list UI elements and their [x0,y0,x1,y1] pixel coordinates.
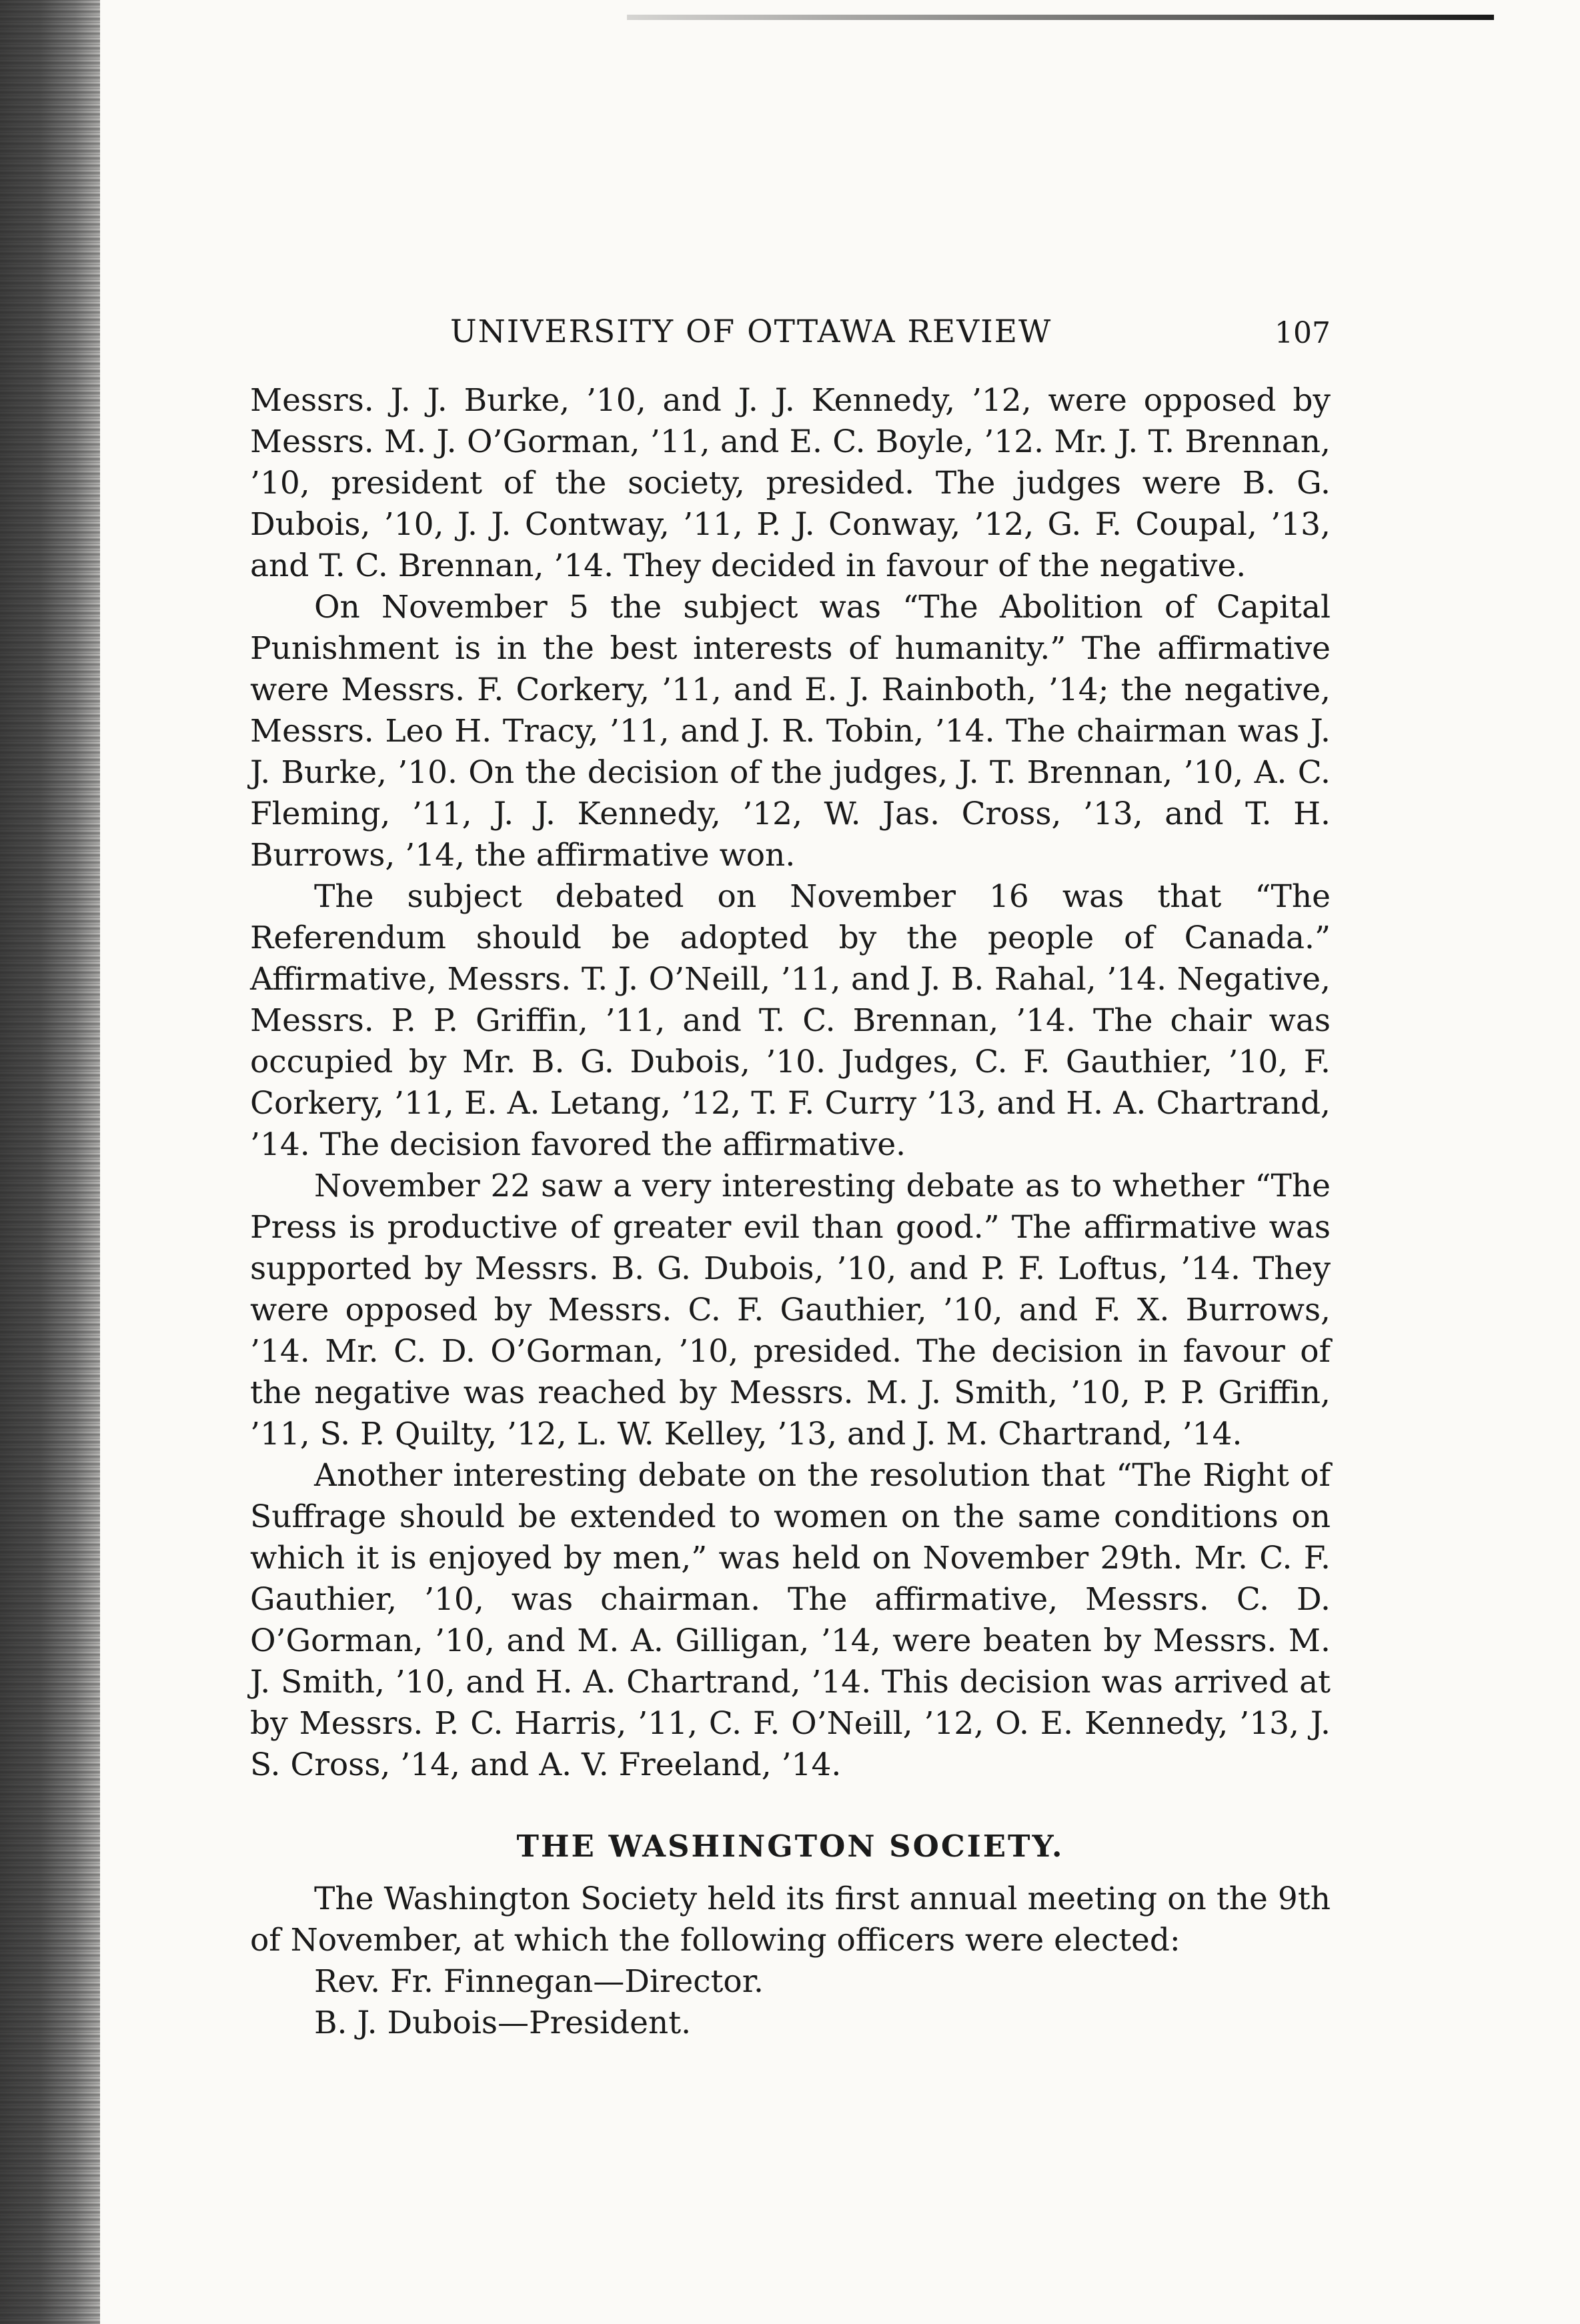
top-rule [627,15,1494,20]
paragraph-nov-16-debate: The subject debated on November 16 was that “The Referendum should be adopted by the people of Canada.” Affirmative, Messrs. T. J. O’Neill, ’11, and J. B. Rahal, ’14. Negative, Messrs. P. P. Griffin, ’11, and T. C. Brennan, ’14. The chair was occupied by Mr. B. G. Dubois, ’10. Judges, C. F. Gauthier, ’10, F. Corkery, ’11, E. A. Letang, ’12, T. F. Curry ’13, and H. A. Chartrand, ’14. The decision favored the affirmative. [250,878,1331,1163]
paragraph-washington-intro: The Washington Society held its first annual meeting on the 9th of November, at which the following officers were elected: [250,1881,1331,1959]
paragraph-nov-5-debate: On November 5 the subject was “The Abolition of Capital Punishment is in the best interests of humanity.” The affirmative were Messrs. F. Corkery, ’11, and E. J. Rainboth, ’14; the negative, Messrs. Leo H. Tracy, ’11, and J. R. Tobin, ’14. The chairman was J. J. Burke, ’10. On the decision of the judges, J. T. Brennan, ’10, A. C. Fleming, ’11, J. J. Kennedy, ’12, W. Jas. Cross, ’13, and T. H. Burrows, ’14, the affirmative won. [250,589,1331,874]
page-number: 107 [1275,316,1331,350]
officer-line: B. J. Dubois—President. [314,2005,692,2041]
paragraph-nov-29-debate: Another interesting debate on the resolution that “The Right of Suffrage should be extended to women on the same conditions on which it is enjoyed by men,” was held on November 29th. Mr. C. F. Gauthier, ’10, was chairman. The affirmative, Messrs. C. D. O’Gorman, ’10, and M. A. Gilligan, ’14, were beaten by Messrs. M. J. Smith, ’10, and H. A. Chartrand, ’14. This decision was arrived at by Messrs. P. C. Harris, ’11, C. F. O’Neill, ’12, O. E. Kennedy, ’13, J. S. Cross, ’14, and A. V. Freeland, ’14. [250,1457,1331,1783]
officer-line: Rev. Fr. Finnegan—Director. [314,1963,764,2000]
page-body [250,313,1331,2044]
paragraph-debate-continued: Messrs. J. J. Burke, ’10, and J. J. Kennedy, ’12, were opposed by Messrs. M. J. O’Gorman, ’11, and E. C. Boyle, ’12. Mr. J. T. Brennan, ’10, president of the society, presided. The judges were B. G. Dubois, ’10, J. J. Contway, ’11, P. J. Conway, ’12, G. F. Coupal, ’13, and T. C. Brennan, ’14. They decided in favour of the negative. [250,382,1331,584]
running-head [250,313,1331,360]
running-title: UNIVERSITY OF OTTAWA REVIEW [450,313,1052,350]
section-heading-washington-society: THE WASHINGTON SOCIETY. [516,1829,1064,1864]
binding-edge [0,0,100,2324]
paragraph-nov-22-debate: November 22 saw a very interesting debate as to whether “The Press is productive of greater evil than good.” The affirmative was supported by Messrs. B. G. Dubois, ’10, and P. F. Loftus, ’14. They were opposed by Messrs. C. F. Gauthier, ’10, and F. X. Burrows, ’14. Mr. C. D. O’Gorman, ’10, presided. The decision in favour of the negative was reached by Messrs. M. J. Smith, ’10, P. P. Griffin, ’11, S. P. Quilty, ’12, L. W. Kelley, ’13, and J. M. Chartrand, ’14. [250,1168,1331,1452]
